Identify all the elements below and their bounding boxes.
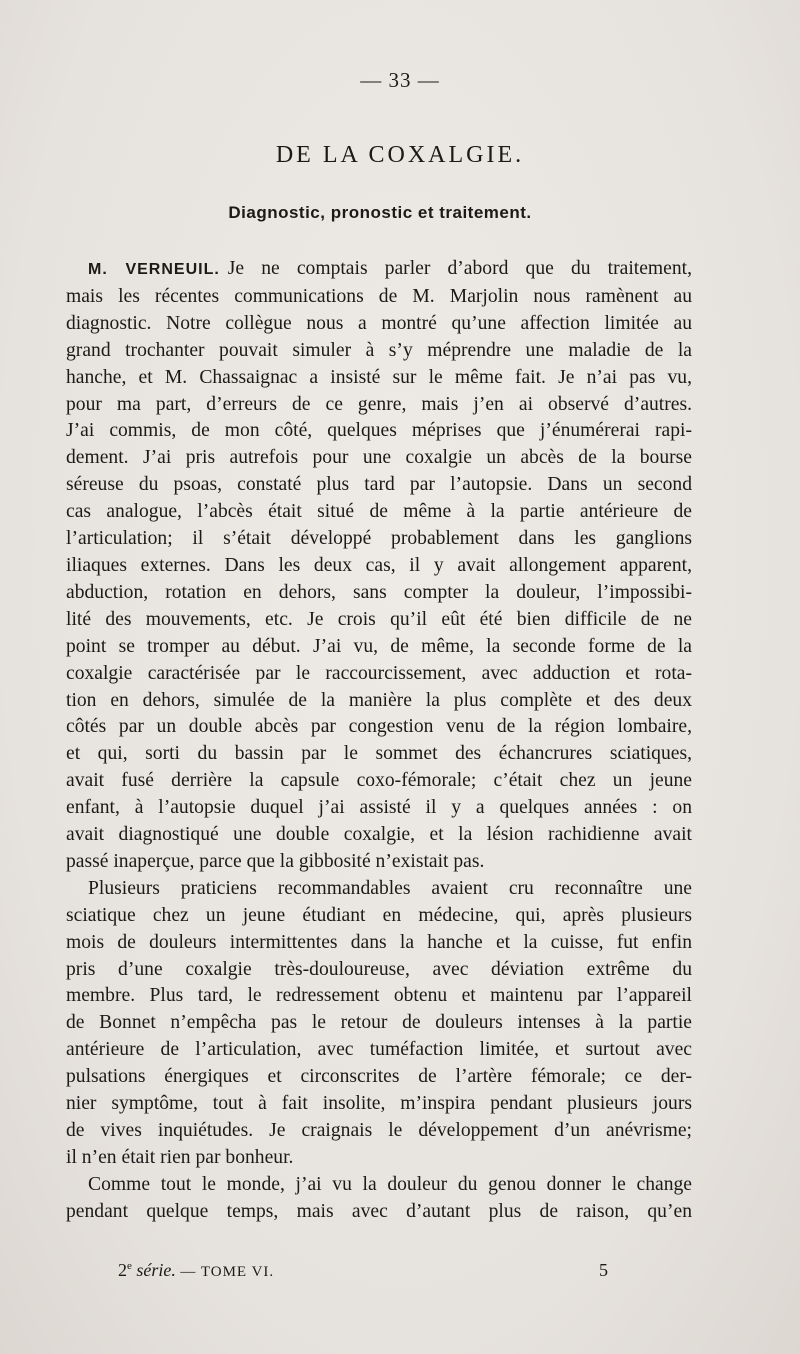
text-line: pour ma part, d’erreurs de ce genre, mais j’en ai observé d’autres. (66, 393, 692, 415)
text-line: cas analogue, l’abcès était situé de même à la partie antérieure de (66, 501, 692, 523)
body-text (66, 256, 692, 1226)
text-line: coxalgie caractérisée par le raccourcissement, avec adduction et rota- (66, 662, 692, 684)
text-line: tion en dehors, simulée de la manière la plus complète et des deux (66, 689, 692, 711)
text-line: point se tromper au début. J’ai vu, de même, la seconde forme de la (66, 635, 692, 657)
series-label (118, 1260, 274, 1281)
text-line: diagnostic. Notre collègue nous a montré qu’une affection limitée au (66, 312, 692, 334)
paragraph-3 (66, 1172, 692, 1226)
text-line: mois de douleurs intermittentes dans la hanche et la cuisse, fut enfin (66, 931, 692, 953)
text-line: antérieure de l’articulation, avec tuméfaction limitée, et surtout avec (66, 1039, 692, 1061)
text-line: de vives inquiétudes. Je craignais le développement d’un anévrisme; (66, 1120, 692, 1141)
text-line: abduction, rotation en dehors, sans compter la douleur, l’impossibi- (66, 581, 692, 603)
text-line: Comme tout le monde, j’ai vu la douleur du genou donner le change (88, 1173, 692, 1195)
tome-label: — TOME VI. (180, 1264, 275, 1280)
text-line: pulsations énergiques et circonscrites de l’artère fémorale; ce der- (66, 1066, 692, 1088)
text-line: sciatique chez un jeune étudiant en médecine, qui, après plusieurs (66, 904, 692, 926)
paragraph-2 (66, 876, 692, 1172)
text-line: pendant quelque temps, mais avec d’autant plus de raison, qu’en (66, 1200, 692, 1222)
speaker-name: M. VERNEUIL. (88, 261, 220, 278)
footer-signature-line (118, 1260, 608, 1281)
text-line: séreuse du psoas, constaté plus tard par l’autopsie. Dans un second (66, 474, 692, 496)
text-line: membre. Plus tard, le redressement obtenu et maintenu par l’appareil (66, 985, 692, 1007)
text-line: grand trochanter pouvait simuler à s’y méprendre une maladie de la (66, 339, 692, 361)
text-line: et qui, sorti du bassin par le sommet des échancrures sciatiques, (66, 743, 692, 765)
text-line: enfant, à l’autopsie duquel j’ai assisté il y a quelques années : on (66, 797, 692, 819)
series-number: 2 (118, 1260, 127, 1280)
text-line: iliaques externes. Dans les deux cas, il y avait allongement apparent, (66, 554, 692, 576)
text-line: nier symptôme, tout à fait insolite, m’inspira pendant plusieurs jours (66, 1093, 692, 1115)
signature-mark: 5 (599, 1260, 608, 1280)
series-superscript: e (127, 1260, 132, 1272)
text-line: M. VERNEUIL. Je ne comptais parler d’abord que du traitement, (88, 258, 692, 279)
text-line: l’articulation; il s’était développé probablement dans les ganglions (66, 528, 692, 550)
page-number: — 33 — (360, 68, 440, 92)
text-line: côtés par un double abcès par congestion venu de la région lombaire, (66, 716, 692, 738)
text-line: dement. J’ai pris autrefois pour une coxalgie un abcès de la bourse (66, 447, 692, 469)
text-line: avait diagnostiqué une double coxalgie, et la lésion rachidienne avait (66, 824, 692, 846)
text-line: hanche, et M. Chassaignac a insisté sur le même fait. Je n’ai pas vu, (66, 366, 692, 388)
text-line: il n’en était rien par bonheur. (66, 1146, 294, 1168)
text-line: de Bonnet n’empêcha pas le retour de douleurs intenses à la partie (66, 1012, 692, 1034)
text-line: avait fusé derrière la capsule coxo-fémorale; c’était chez un jeune (66, 770, 692, 792)
paragraph-1 (66, 256, 692, 876)
text-line: J’ai commis, de mon côté, quelques méprises que j’énumérerai rapi- (66, 420, 692, 442)
text-line: Plusieurs praticiens recommandables avaient cru reconnaître une (88, 877, 692, 899)
series-word: série. (136, 1260, 176, 1280)
text-line: pris d’une coxalgie très-douloureuse, avec déviation extrême du (66, 958, 692, 980)
section-subtitle: Diagnostic, pronostic et traitement. (228, 203, 532, 222)
text-line: passé inaperçue, parce que la gibbosité n’existait pas. (66, 850, 485, 872)
text-line: lité des mouvements, etc. Je crois qu’il eût été bien difficile de ne (66, 608, 692, 630)
page-title: DE LA COXALGIE. (275, 142, 525, 168)
text-line: mais les récentes communications de M. Marjolin nous ramènent au (66, 285, 692, 307)
